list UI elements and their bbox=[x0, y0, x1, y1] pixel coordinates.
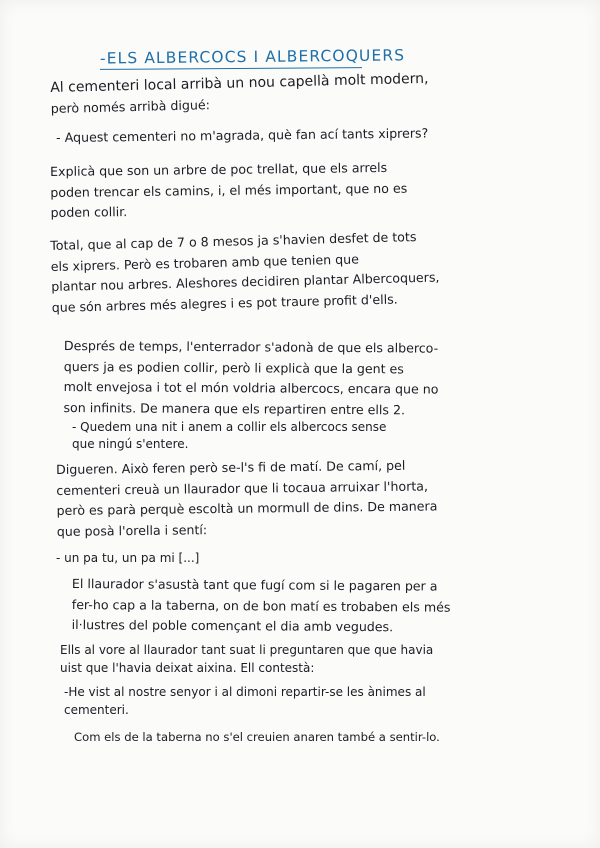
text-line: uist que l'havia deixat aixina. Ell contestà: bbox=[60, 661, 315, 675]
text-line: cementeri creuà un llaurador que li tocaua arruixar l'horta, bbox=[56, 477, 429, 498]
text-line: son infinits. De manera que els repartiren entre ells 2. bbox=[63, 399, 406, 417]
text-line: - Quedem una nit i anem a collir els albercocs sense bbox=[72, 420, 387, 434]
page-title: -ELS ALBERCOCS I ALBERCOQUERS bbox=[99, 46, 406, 68]
text-line: - un pa tu, un pa mi [...] bbox=[56, 551, 200, 565]
text-line: Ells al vore al llaurador tant suat li preguntaren que que havia bbox=[60, 643, 434, 657]
paragraph-9 bbox=[72, 574, 572, 639]
paragraph-11 bbox=[64, 683, 564, 719]
text-line: que posà l'orella i sentí: bbox=[56, 521, 208, 539]
paragraph-3 bbox=[50, 156, 551, 224]
text-line: cementeri. bbox=[64, 703, 129, 717]
text-line: però només arribà digué: bbox=[50, 96, 211, 116]
title-underline bbox=[100, 67, 362, 70]
text-line: quers ja es podien collir, però li explicà que la gent es bbox=[63, 358, 404, 376]
text-line: Total, que al cap de 7 o 8 mesos ja s'havien desfet de tots bbox=[50, 229, 417, 253]
paragraph-6 bbox=[72, 419, 572, 453]
text-line: il·lustres del poble començant el dia amb vegudes. bbox=[71, 616, 394, 635]
text-line: - Aquest cementeri no m'agrada, què fan ací tants xiprers? bbox=[56, 125, 429, 145]
text-line: que són arbres més alegres i es pot traure profit d'ells. bbox=[51, 291, 398, 315]
text-line: els xiprers. Però es trobaren amb que tenien que bbox=[50, 250, 360, 274]
text-line: Explicà que son un arbre de poc trellat, que els arrels bbox=[50, 159, 388, 179]
text-line: El llaurador s'asustà tant que fugí com si le pagaren per a bbox=[71, 575, 438, 594]
text-line: Després de temps, l'enterrador s'adonà de que els alberco- bbox=[63, 337, 439, 356]
text-line: fer-ho cap a la taberna, on de bon matí es trobaben els més bbox=[71, 596, 451, 615]
paragraph-12 bbox=[74, 727, 574, 748]
text-line: que ningú s'entere. bbox=[72, 437, 189, 451]
text-line: poden collir. bbox=[50, 204, 128, 220]
paragraph-4 bbox=[50, 224, 552, 318]
text-line: Digueren. Això feren però se-l's fi de matí. De camí, pel bbox=[56, 457, 406, 477]
text-line: poden trencar els camins, i, el més important, que no es bbox=[50, 180, 408, 200]
text-line: Al cementeri local arribà un nou capellà molt modern, bbox=[50, 70, 429, 96]
text-line: Com els de la taberna no s'el creuien anaren també a sentir-lo. bbox=[74, 730, 440, 744]
text-line: però es parà perquè escoltà un mormull de dins. De manera bbox=[56, 498, 438, 518]
paragraph-8 bbox=[56, 548, 556, 569]
text-line: -He vist al nostre senyor i al dimoni repartir-se les ànimes al bbox=[64, 685, 426, 699]
paragraph-1 bbox=[50, 66, 551, 119]
paragraph-2 bbox=[56, 122, 556, 149]
paragraph-7 bbox=[56, 454, 557, 542]
paragraph-5 bbox=[63, 336, 564, 421]
text-line: molt envejosa i tot el món voldria albercocs, encara que no bbox=[63, 378, 439, 397]
text-line: plantar nou arbres. Aleshores decidiren plantar Albercoquers, bbox=[51, 269, 440, 294]
paragraph-10 bbox=[60, 641, 560, 677]
